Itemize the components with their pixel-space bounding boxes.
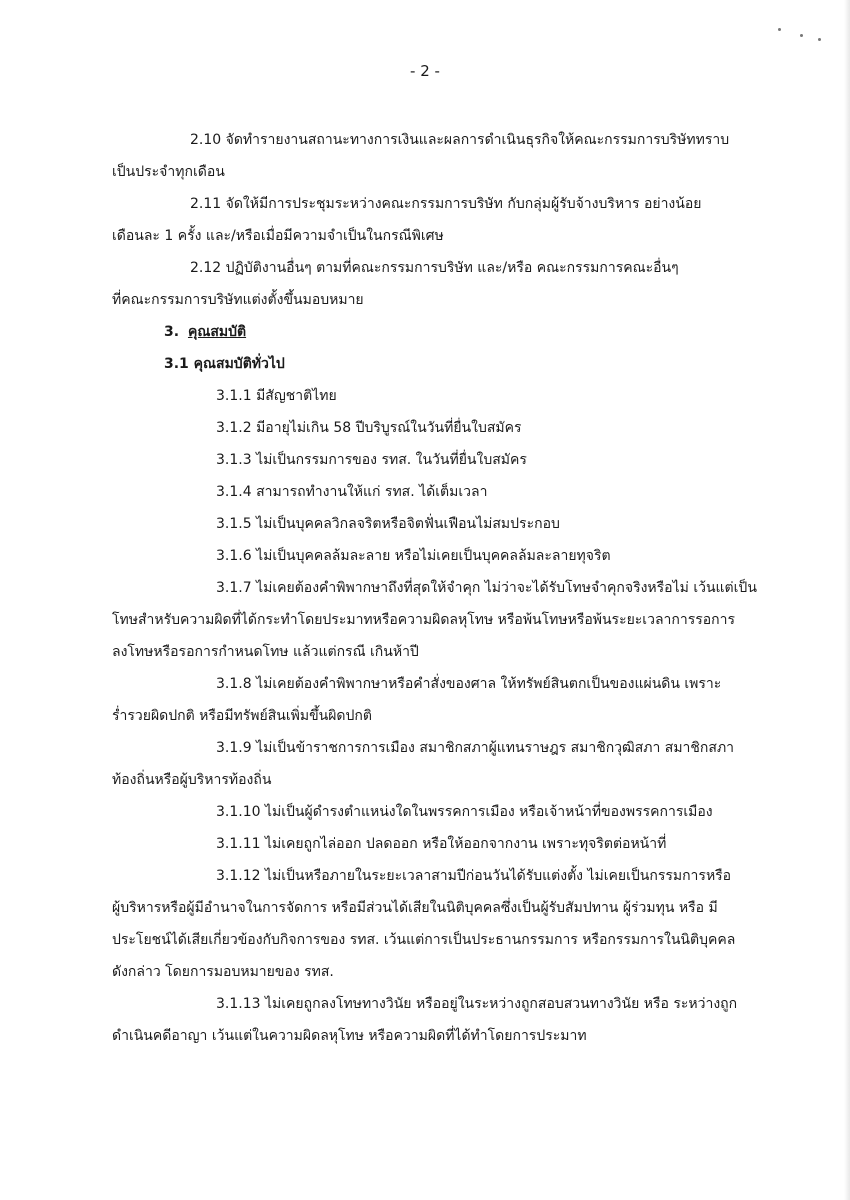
scan-speck <box>818 38 821 41</box>
item-3-1-7-line-3: ลงโทษหรือรอการกำหนดโทษ แล้วแต่กรณี เกินห้าปี <box>112 644 419 660</box>
item-3-1-12-line-3: ประโยชน์ได้เสียเกี่ยวข้องกับกิจการของ รทส. เว้นแต่การเป็นประธานกรรมการ หรือกรรมการในนิติบุคคล <box>112 932 736 948</box>
paragraph-2-11-line-1: 2.11 จัดให้มีการประชุมระหว่างคณะกรรมการบริษัท กับกลุ่มผู้รับจ้างบริหาร อย่างน้อย <box>190 196 702 212</box>
section-3-1-heading: 3.1 คุณสมบัติทั่วไป <box>164 356 285 372</box>
item-3-1-9-line-2: ท้องถิ่นหรือผู้บริหารท้องถิ่น <box>112 772 272 788</box>
item-3-1-8-line-2: ร่ำรวยผิดปกติ หรือมีทรัพย์สินเพิ่มขึ้นผิดปกติ <box>112 708 372 724</box>
scan-speck <box>800 34 803 37</box>
item-3-1-3: 3.1.3 ไม่เป็นกรรมการของ รทส. ในวันที่ยื่นใบสมัคร <box>216 452 527 468</box>
paragraph-2-12-line-1: 2.12 ปฏิบัติงานอื่นๆ ตามที่คณะกรรมการบริษัท และ/หรือ คณะกรรมการคณะอื่นๆ <box>190 260 679 276</box>
item-3-1-7-line-2: โทษสำหรับความผิดที่ได้กระทำโดยประมาทหรือความผิดลหุโทษ หรือพ้นโทษหรือพ้นระยะเวลาการรอการ <box>112 612 736 628</box>
section-3-number: 3. <box>164 324 180 340</box>
section-3-title: คุณสมบัติ <box>187 324 247 340</box>
section-3-heading <box>112 316 752 348</box>
paragraph-2-11-line-2: เดือนละ 1 ครั้ง และ/หรือเมื่อมีความจำเป็นในกรณีพิเศษ <box>112 228 444 244</box>
item-3-1-13-line-1: 3.1.13 ไม่เคยถูกลงโทษทางวินัย หรืออยู่ในระหว่างถูกสอบสวนทางวินัย หรือ ระหว่างถูก <box>216 996 738 1012</box>
item-3-1-12-line-2: ผู้บริหารหรือผู้มีอำนาจในการจัดการ หรือมีส่วนได้เสียในนิติบุคคลซึ่งเป็นผู้รับสัมปทาน ผู้ร่วมทุน หรือ มี <box>112 900 718 916</box>
page-number: - 2 - <box>410 62 440 80</box>
item-3-1-12-line-4: ดังกล่าว โดยการมอบหมายของ รทส. <box>112 964 334 980</box>
item-3-1-9-line-1: 3.1.9 ไม่เป็นข้าราชการการเมือง สมาชิกสภาผู้แทนราษฎร สมาชิกวุฒิสภา สมาชิกสภา <box>216 740 735 756</box>
paragraph-2-12-line-2: ที่คณะกรรมการบริษัทแต่งตั้งขึ้นมอบหมาย <box>112 292 364 308</box>
paragraph-2-10-line-1: 2.10 จัดทำรายงานสถานะทางการเงินและผลการดำเนินธุรกิจให้คณะกรรมการบริษัททราบ <box>190 132 730 148</box>
scan-edge-shadow <box>844 0 850 1200</box>
item-3-1-12-line-1: 3.1.12 ไม่เป็นหรือภายในระยะเวลาสามปีก่อนวันได้รับแต่งตั้ง ไม่เคยเป็นกรรมการหรือ <box>216 868 732 884</box>
item-3-1-5: 3.1.5 ไม่เป็นบุคคลวิกลจริตหรือจิตฟั่นเฟือนไม่สมประกอบ <box>216 516 560 532</box>
paragraph-2-10-line-2: เป็นประจำทุกเดือน <box>112 164 225 180</box>
item-3-1-10: 3.1.10 ไม่เป็นผู้ดำรงตำแหน่งใดในพรรคการเมือง หรือเจ้าหน้าที่ของพรรคการเมือง <box>216 804 713 820</box>
item-3-1-4: 3.1.4 สามารถทำงานให้แก่ รทส. ได้เต็มเวลา <box>216 484 488 500</box>
item-3-1-1: 3.1.1 มีสัญชาติไทย <box>216 388 337 404</box>
item-3-1-7-line-1: 3.1.7 ไม่เคยต้องคำพิพากษาถึงที่สุดให้จำคุก ไม่ว่าจะได้รับโทษจำคุกจริงหรือไม่ เว้นแต่เป็น <box>216 580 757 596</box>
item-3-1-11: 3.1.11 ไม่เคยถูกไล่ออก ปลดออก หรือให้ออกจากงาน เพราะทุจริตต่อหน้าที่ <box>216 836 667 852</box>
document-body <box>112 124 757 1052</box>
item-3-1-6: 3.1.6 ไม่เป็นบุคคลล้มละลาย หรือไม่เคยเป็นบุคคลล้มละลายทุจริต <box>216 548 611 564</box>
item-3-1-8-line-1: 3.1.8 ไม่เคยต้องคำพิพากษาหรือคำสั่งของศาล ให้ทรัพย์สินตกเป็นของแผ่นดิน เพราะ <box>216 676 722 692</box>
item-3-1-13-line-2: ดำเนินคดีอาญา เว้นแต่ในความผิดลหุโทษ หรือความผิดที่ได้ทำโดยการประมาท <box>112 1028 587 1044</box>
scan-speck <box>778 28 781 31</box>
item-3-1-2: 3.1.2 มีอายุไม่เกิน 58 ปีบริบูรณ์ในวันที่ยื่นใบสมัคร <box>216 420 522 436</box>
